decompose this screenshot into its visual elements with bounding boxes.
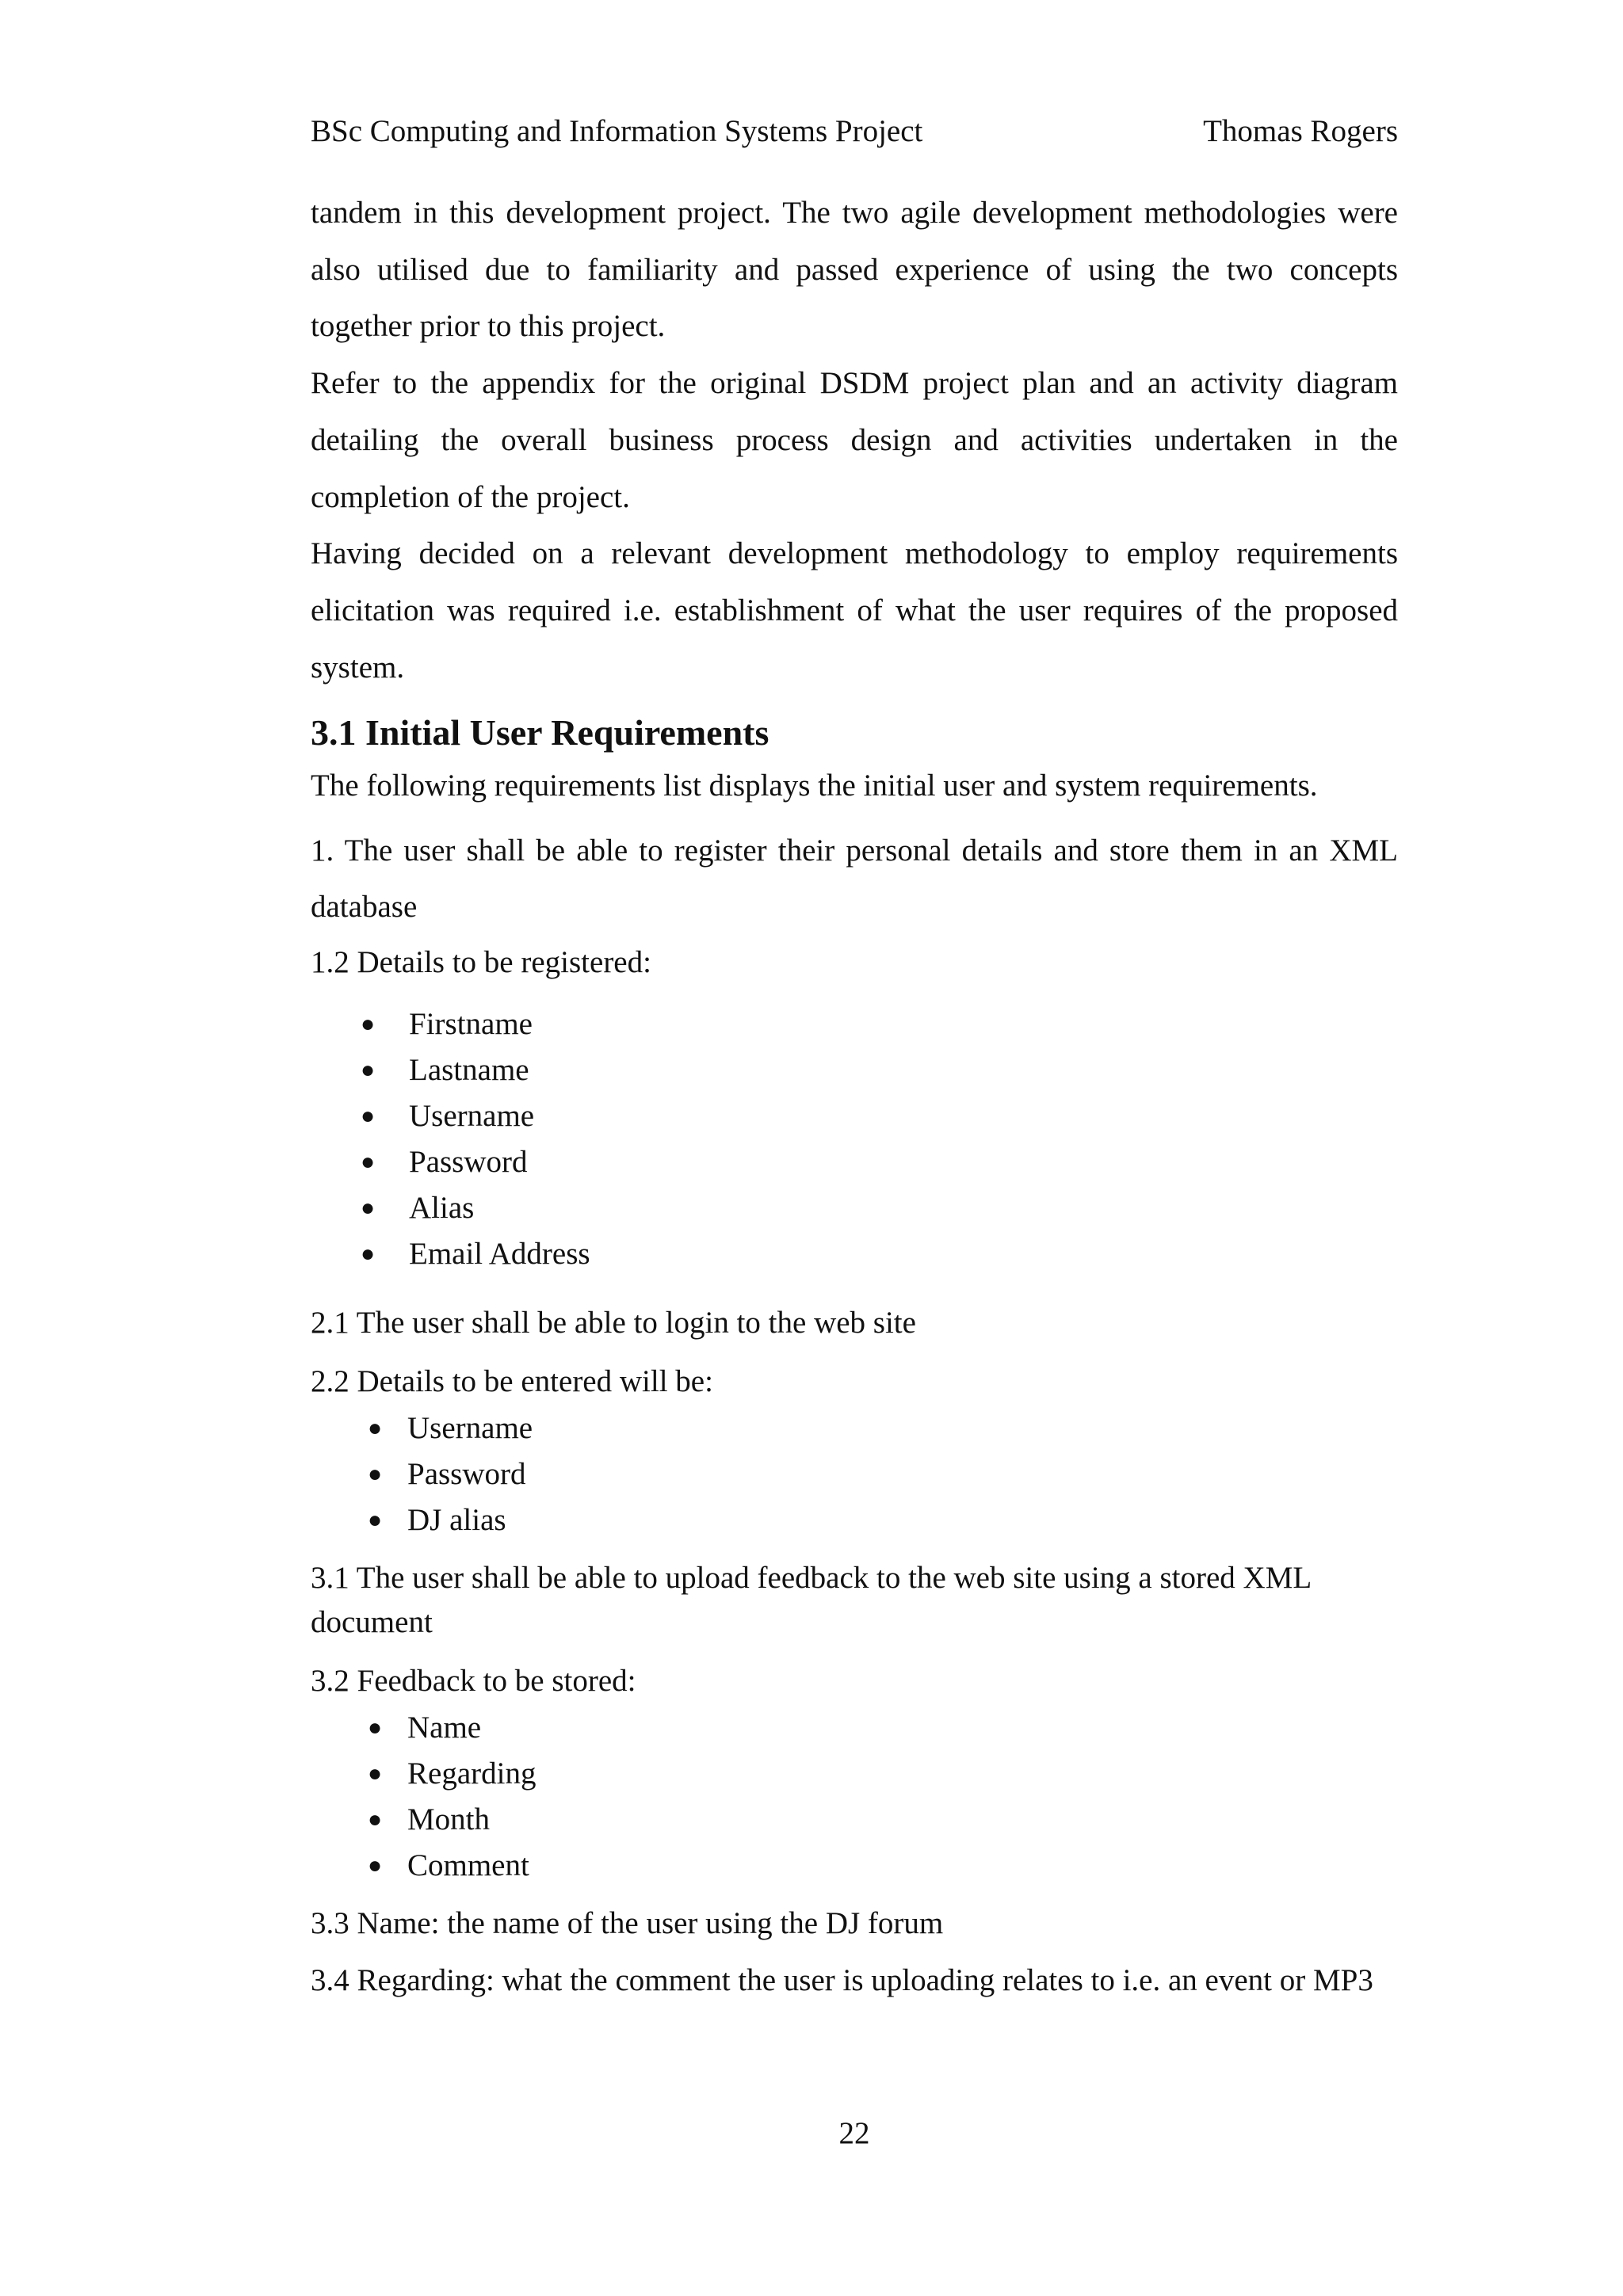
requirement-3-3: 3.3 Name: the name of the user using the DJ forum [311,1906,944,1941]
registration-details-list [311,1001,1398,1277]
header-project-title: BSc Computing and Information Systems Project [311,114,923,148]
list-item: ● Comment [311,1843,1398,1889]
section-heading: 3.1 Initial User Requirements [311,712,769,753]
bullet-icon: ● [361,1149,376,1176]
list-item: ● Username [311,1405,1398,1451]
document-page [311,0,1398,2296]
list-item: ● Password [311,1451,1398,1497]
bullet-icon: ● [368,1415,383,1442]
paragraph-appendix: Refer to the appendix for the original DSDM project plan and an activity diagram detailing the overall business process design and activities undertaken in the completion of the project. [311,366,1398,514]
list-item: ● Regarding [311,1751,1398,1797]
bullet-icon: ● [368,1714,383,1741]
paragraph-methodology: tandem in this development project. The two agile development methodologies were also utilised due to familiarity and passed experience of using the two concepts together prior to this project. [311,196,1398,344]
requirement-2-2: 2.2 Details to be entered will be: [311,1364,713,1399]
requirement-1: 1. The user shall be able to register their personal details and store them in an XML database [311,833,1398,925]
list-item: ● Password [311,1139,1398,1185]
requirement-2-1: 2.1 The user shall be able to login to the web site [311,1306,916,1341]
list-item: ● Firstname [311,1001,1398,1047]
bullet-icon: ● [368,1852,383,1879]
page-body [311,185,1398,2008]
bullet-icon: ● [361,1241,376,1268]
login-details-list [311,1405,1398,1543]
list-item: ● Name [311,1705,1398,1751]
feedback-fields-list [311,1705,1398,1889]
requirement-3-2: 3.2 Feedback to be stored: [311,1664,636,1699]
page-header [311,109,1398,154]
requirement-3-1: 3.1 The user shall be able to upload feedback to the web site using a stored XML document [311,1561,1311,1640]
bullet-icon: ● [368,1461,383,1488]
bullet-icon: ● [361,1011,376,1038]
bullet-icon: ● [368,1760,383,1787]
bullet-icon: ● [361,1057,376,1084]
requirement-1-2: 1.2 Details to be registered: [311,945,651,980]
bullet-icon: ● [368,1806,383,1833]
bullet-icon: ● [361,1195,376,1222]
bullet-icon: ● [368,1507,383,1534]
list-item: ● Alias [311,1185,1398,1231]
header-author: Thomas Rogers [1203,114,1398,148]
list-item: ● Email Address [311,1231,1398,1277]
list-item: ● Lastname [311,1047,1398,1093]
page-number: 22 [838,2116,870,2150]
paragraph-elicitation: Having decided on a relevant development methodology to employ requirements elicitation was required i.e. establishment of what the user requires of the proposed system. [311,536,1398,685]
section-intro: The following requirements list displays the initial user and system requirements. [311,769,1318,803]
requirement-3-4: 3.4 Regarding: what the comment the user is uploading relates to i.e. an event or MP3 [311,1963,1373,1998]
list-item: ● Username [311,1093,1398,1139]
list-item: ● Month [311,1797,1398,1843]
bullet-icon: ● [361,1103,376,1130]
list-item: ● DJ alias [311,1497,1398,1543]
